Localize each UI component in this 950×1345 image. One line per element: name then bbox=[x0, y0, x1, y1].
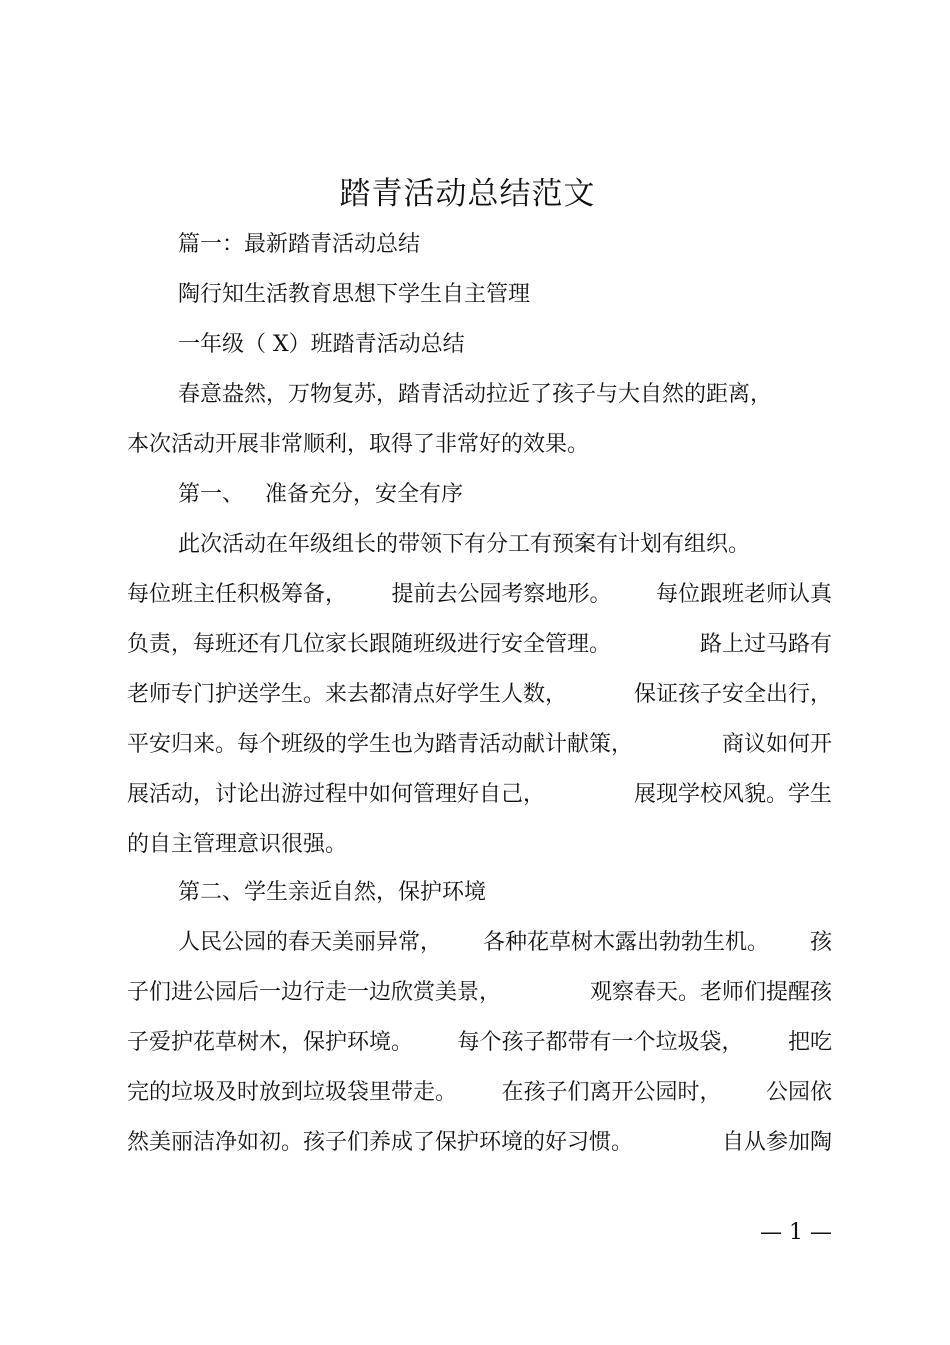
paragraph-line bbox=[127, 1078, 832, 1108]
text-segment: 商议如何开 bbox=[721, 732, 832, 757]
text-segment: 路上过马路有 bbox=[699, 632, 832, 657]
text-segment: 每位跟班老师认真 bbox=[655, 582, 832, 607]
text-segment: 每个孩子都带有一个垃圾袋， bbox=[457, 1030, 744, 1055]
paragraph-line bbox=[127, 630, 832, 660]
paragraph-line: 本次活动开展非常顺利，取得了非常好的效果。 bbox=[127, 432, 590, 457]
text-segment: 展现学校风貌。学生 bbox=[633, 782, 832, 807]
subtitle-line: 陶行知生活教育思想下学生自主管理 bbox=[178, 282, 531, 307]
text-segment: 负责，每班还有几位家长跟随班级进行安全管理。 bbox=[127, 632, 612, 657]
text-segment: 孩 bbox=[809, 930, 832, 955]
paragraph-line bbox=[127, 1028, 832, 1058]
subtitle-line: 一年级（ X）班踏青活动总结 bbox=[178, 332, 465, 357]
section-heading: 篇一：最新踏青活动总结 bbox=[178, 232, 421, 257]
paragraph-line bbox=[127, 580, 832, 610]
text-segment: 子爱护花草树木，保护环境。 bbox=[127, 1030, 414, 1055]
text-segment: 保证孩子安全出行， bbox=[633, 682, 832, 707]
text-segment: 在孩子们离开公园时， bbox=[501, 1080, 722, 1105]
paragraph-line bbox=[127, 978, 832, 1008]
text-segment: 老师专门护送学生。来去都清点好学生人数， bbox=[127, 682, 568, 707]
document-title: 踏青活动总结范文 bbox=[339, 176, 596, 212]
text-segment: 平安归来。每个班级的学生也为踏青活动献计献策， bbox=[127, 732, 634, 757]
text-segment: 然美丽洁净如初。孩子们养成了保护环境的好习惯。 bbox=[127, 1130, 634, 1155]
text-segment: 人民公园的春天美丽异常， bbox=[178, 930, 443, 955]
paragraph-line bbox=[127, 730, 832, 760]
paragraph-line: 的自主管理意识很强。 bbox=[127, 832, 348, 857]
section-heading: 第二、学生亲近自然，保护环境 bbox=[178, 880, 487, 905]
text-segment: 公园依 bbox=[765, 1080, 832, 1105]
paragraph-line bbox=[178, 928, 832, 958]
text-segment: 展活动，讨论出游过程中如何管理好自己， bbox=[127, 782, 546, 807]
text-segment: 自从参加陶 bbox=[721, 1130, 832, 1155]
page-number: — 1 — bbox=[760, 1220, 832, 1245]
text-segment: 完的垃圾及时放到垃圾袋里带走。 bbox=[127, 1080, 458, 1105]
paragraph-line bbox=[127, 1128, 832, 1158]
text-segment: 每位班主任积极筹备， bbox=[127, 582, 348, 607]
paragraph-line bbox=[127, 680, 832, 710]
text-segment: 子们进公园后一边行走一边欣赏美景， bbox=[127, 980, 502, 1005]
text-segment: 提前去公园考察地形。 bbox=[391, 582, 612, 607]
section-heading: 第一、 准备充分，安全有序 bbox=[178, 482, 463, 507]
text-segment: 各种花草树木露出勃勃生机。 bbox=[482, 930, 769, 955]
paragraph-line bbox=[127, 780, 832, 810]
text-segment: 观察春天。老师们提醒孩 bbox=[589, 980, 832, 1005]
paragraph-line: 春意盎然，万物复苏，踏青活动拉近了孩子与大自然的距离， bbox=[178, 382, 773, 407]
paragraph-line: 此次活动在年级组长的带领下有分工有预案有计划有组织。 bbox=[178, 532, 751, 557]
text-segment: 把吃 bbox=[787, 1030, 832, 1055]
